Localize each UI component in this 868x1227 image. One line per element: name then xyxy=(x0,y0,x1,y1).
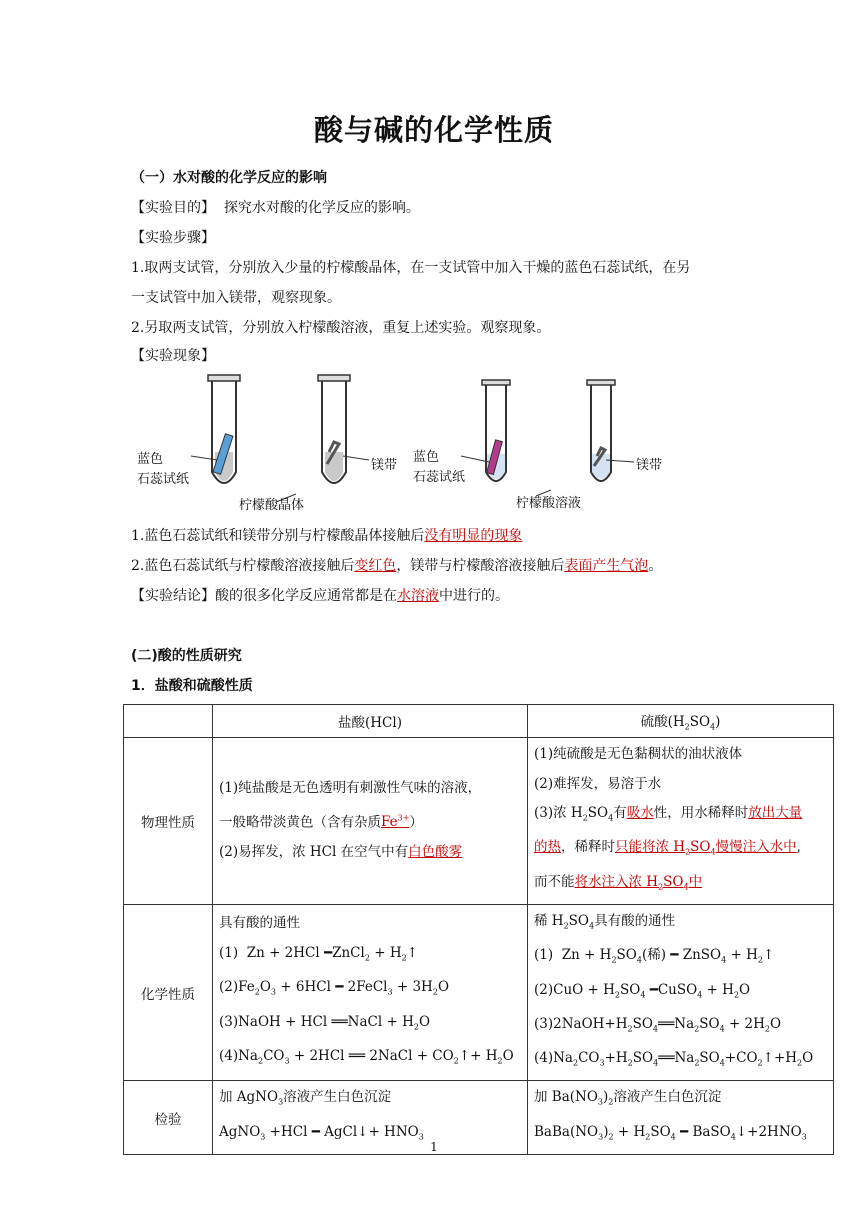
physical-hcl-cell xyxy=(213,738,528,905)
phenomena-label: 【实验现象】 xyxy=(131,348,215,364)
chem-h2so4-line-3: $(3)2NaOH+H_2SO_4══Na_2SO_4 + 2H_2O$ xyxy=(534,1015,782,1034)
phys-hcl-line-3 xyxy=(219,838,521,868)
chem-h2so4-line-4: $(4)Na_2CO_3+H_2SO_4══Na_2SO_4+CO_2↑+H_2O$ xyxy=(534,1050,814,1068)
table-header-row xyxy=(124,705,834,738)
row-test-label: 检验 xyxy=(124,1081,213,1155)
phys-h2so4-3-answer2: 放出大量 xyxy=(748,805,803,822)
conclusion-prefix: 【实验结论】酸的很多化学反应通常都是在 xyxy=(131,588,397,604)
purpose-line xyxy=(131,198,420,218)
fig-left-bottom: 柠檬酸晶体 xyxy=(239,498,305,513)
fig-left-label-1: 蓝色 xyxy=(137,452,164,467)
fig-right-right: 镁带 xyxy=(636,458,663,473)
experiment-figure xyxy=(131,372,691,522)
row-chemical-label: 化学性质 xyxy=(124,905,213,1081)
phys-h2so4-3c: 性，用水稀释时 xyxy=(653,805,749,822)
test-tube-2 xyxy=(318,375,350,483)
phys-h2so4-4-answer: 的热 xyxy=(534,839,561,856)
phys-h2so4-5-answer: 将水注入浓 $H_2SO_4$中 xyxy=(574,873,703,892)
page-title: 酸与碱的化学性质 xyxy=(313,113,554,147)
phys-hcl-3-answer: 白色酸雾 xyxy=(408,844,463,861)
purpose-label: 【实验目的】 xyxy=(131,200,215,216)
chemical-hcl-cell xyxy=(213,905,528,1081)
test-tube-4 xyxy=(587,380,615,481)
phys-h2so4-line-4: 的热，稀释时只能将浓 $H_2SO_4$慢慢注入水中, xyxy=(534,839,801,858)
test-hcl-line-1: 加 AgNO$_3$溶液产生白色沉淀 xyxy=(219,1089,392,1108)
phys-hcl-3-text: (2)易挥发，浓 HCl 在空气中有 xyxy=(219,844,409,861)
test-tubes-illustration xyxy=(131,372,691,522)
step1-line-a: 1.取两支试管，分别放入少量的柠檬酸晶体，在一支试管中加入干燥的蓝色石蕊试纸，在另 xyxy=(131,260,691,276)
phys-h2so4-line-1: (1)纯硫酸是无色黏稠状的油状液体 xyxy=(534,746,743,762)
conclusion-end: 中进行的。 xyxy=(439,588,509,604)
test-tube-1 xyxy=(208,375,240,483)
test-hcl-b: 溶液产生白色沉淀 xyxy=(283,1089,392,1106)
fe3-ion: $Fe^{3+}$ xyxy=(381,813,410,831)
phys-h2so4-line-3: (3)浓 $H_2SO_4$有吸水性，用水稀释时放出大量 xyxy=(534,805,803,823)
phys-hcl-line-1: (1)纯盐酸是无色透明有刺激性气味的溶液， xyxy=(219,780,482,797)
chemical-h2so4-cell xyxy=(528,905,834,1081)
obs2-mid: ，镁带与柠檬酸溶液接触后 xyxy=(396,558,565,574)
phys-h2so4-4b: ，稀释时 xyxy=(561,839,615,856)
chem-hcl-line-1: (1) Zn + 2HCl ━ZnCl$_2$ + $H_2↑$ xyxy=(219,944,418,963)
test-hcl-line-2: AgNO$_3$ +HCl ━ AgCl↓+ $HNO_3$ xyxy=(219,1123,424,1142)
phys-h2so4-line-2: (2)难挥发，易溶于水 xyxy=(534,775,662,792)
obs1-prefix: 1.蓝色石蕊试纸和镁带分别与柠檬酸晶体接触后 xyxy=(131,528,425,544)
step1-line-b: 一支试管中加入镁带，观察现象。 xyxy=(131,290,341,306)
acid-properties-table xyxy=(123,704,834,1155)
obs2-answer-2: 表面产生气泡 xyxy=(564,558,649,574)
page-number: 1 xyxy=(430,1140,438,1154)
fig-right-label-2: 石蕊试纸 xyxy=(413,470,466,485)
obs2-prefix: 2.蓝色石蕊试纸与柠檬酸溶液接触后 xyxy=(131,558,355,574)
observation-2 xyxy=(131,556,662,576)
obs1-answer: 没有明显的现象 xyxy=(424,528,523,544)
header-hcl: 盐酸(HCl) xyxy=(213,705,528,738)
conclusion-answer: 水溶液 xyxy=(397,588,439,604)
phys-hcl-line-2 xyxy=(219,804,521,838)
fig-right-bottom: 柠檬酸溶液 xyxy=(516,496,582,511)
fig-left-right: 镁带 xyxy=(371,458,398,473)
fig-right-label xyxy=(413,448,465,488)
section2-subheading: 1．盐酸和硫酸性质 xyxy=(131,678,253,694)
purpose-text: 探究水对酸的化学反应的影响。 xyxy=(223,200,420,216)
row-physical-label: 物理性质 xyxy=(124,738,213,905)
chem-hcl-line-4: $(4)Na_2CO_3 + 2HCl$ ══ 2NaCl + $CO_2↑+ H_2O$ xyxy=(219,1047,514,1066)
step2-line: 2.另取两支试管，分别放入柠檬酸溶液，重复上述实验。观察现象。 xyxy=(131,320,551,336)
phys-hcl-2-end: ） xyxy=(409,814,423,831)
section2-heading: (二)酸的性质研究 xyxy=(131,648,242,664)
table-row-chemical xyxy=(124,905,834,1081)
header-h2so4: 硫酸$(H_2SO_4)$ xyxy=(528,705,834,738)
chem-h2so4-line-0: 稀 $H_2SO_4$具有酸的通性 xyxy=(534,913,676,931)
physical-h2so4-cell xyxy=(528,738,834,905)
test-h2so4-b: 溶液产生白色沉淀 xyxy=(613,1089,722,1106)
phys-hcl-2-text: 一般略带淡黄色（含有杂质 xyxy=(219,814,381,831)
section1-heading: （一）水对酸的化学反应的影响 xyxy=(131,170,327,186)
conclusion-line xyxy=(131,586,509,606)
steps-label: 【实验步骤】 xyxy=(131,230,215,246)
test-h2so4-line-2: $BaBa(NO_3)_2 + H_2SO_4$ ━ $BaSO_4↓+2HNO_3$ xyxy=(534,1123,807,1142)
chem-h2so4-line-2: $(2)CuO + H_2SO_4$ ━CuSO$_4$ + $H_2O$ xyxy=(534,981,751,1000)
obs2-end: 。 xyxy=(648,558,663,574)
test-tube-3 xyxy=(482,380,510,481)
test-h2so4-line-1: 加 $Ba(NO_3)_2$溶液产生白色沉淀 xyxy=(534,1089,722,1108)
phys-h2so4-4-answer2: 只能将浓 $H_2SO_4$慢慢注入水中 xyxy=(615,839,797,858)
obs2-answer-1: 变红色 xyxy=(354,558,397,574)
fig-left-label-2: 石蕊试纸 xyxy=(137,472,190,487)
chem-hcl-line-0: 具有酸的通性 xyxy=(219,915,300,932)
observation-1 xyxy=(131,526,522,546)
chem-hcl-line-3: (3)NaOH + HCl ══NaCl + $H_2O$ xyxy=(219,1013,431,1032)
header-empty-cell xyxy=(124,705,213,738)
chem-h2so4-line-1: (1) $Zn + H_2SO_4$(稀) ━ ZnSO$_4$ + $H_2↑$ xyxy=(534,947,775,965)
table-row-physical xyxy=(124,738,834,905)
fig-right-label-1: 蓝色 xyxy=(413,450,440,465)
chem-hcl-line-2: $(2)Fe_2O_3 + 6HCl$ ━ 2FeCl$_3$ + $3H_2O$ xyxy=(219,979,450,997)
phys-h2so4-line-5 xyxy=(534,868,827,902)
phys-h2so4-5a: 而不能 xyxy=(534,873,575,890)
fig-left-label xyxy=(137,450,189,490)
